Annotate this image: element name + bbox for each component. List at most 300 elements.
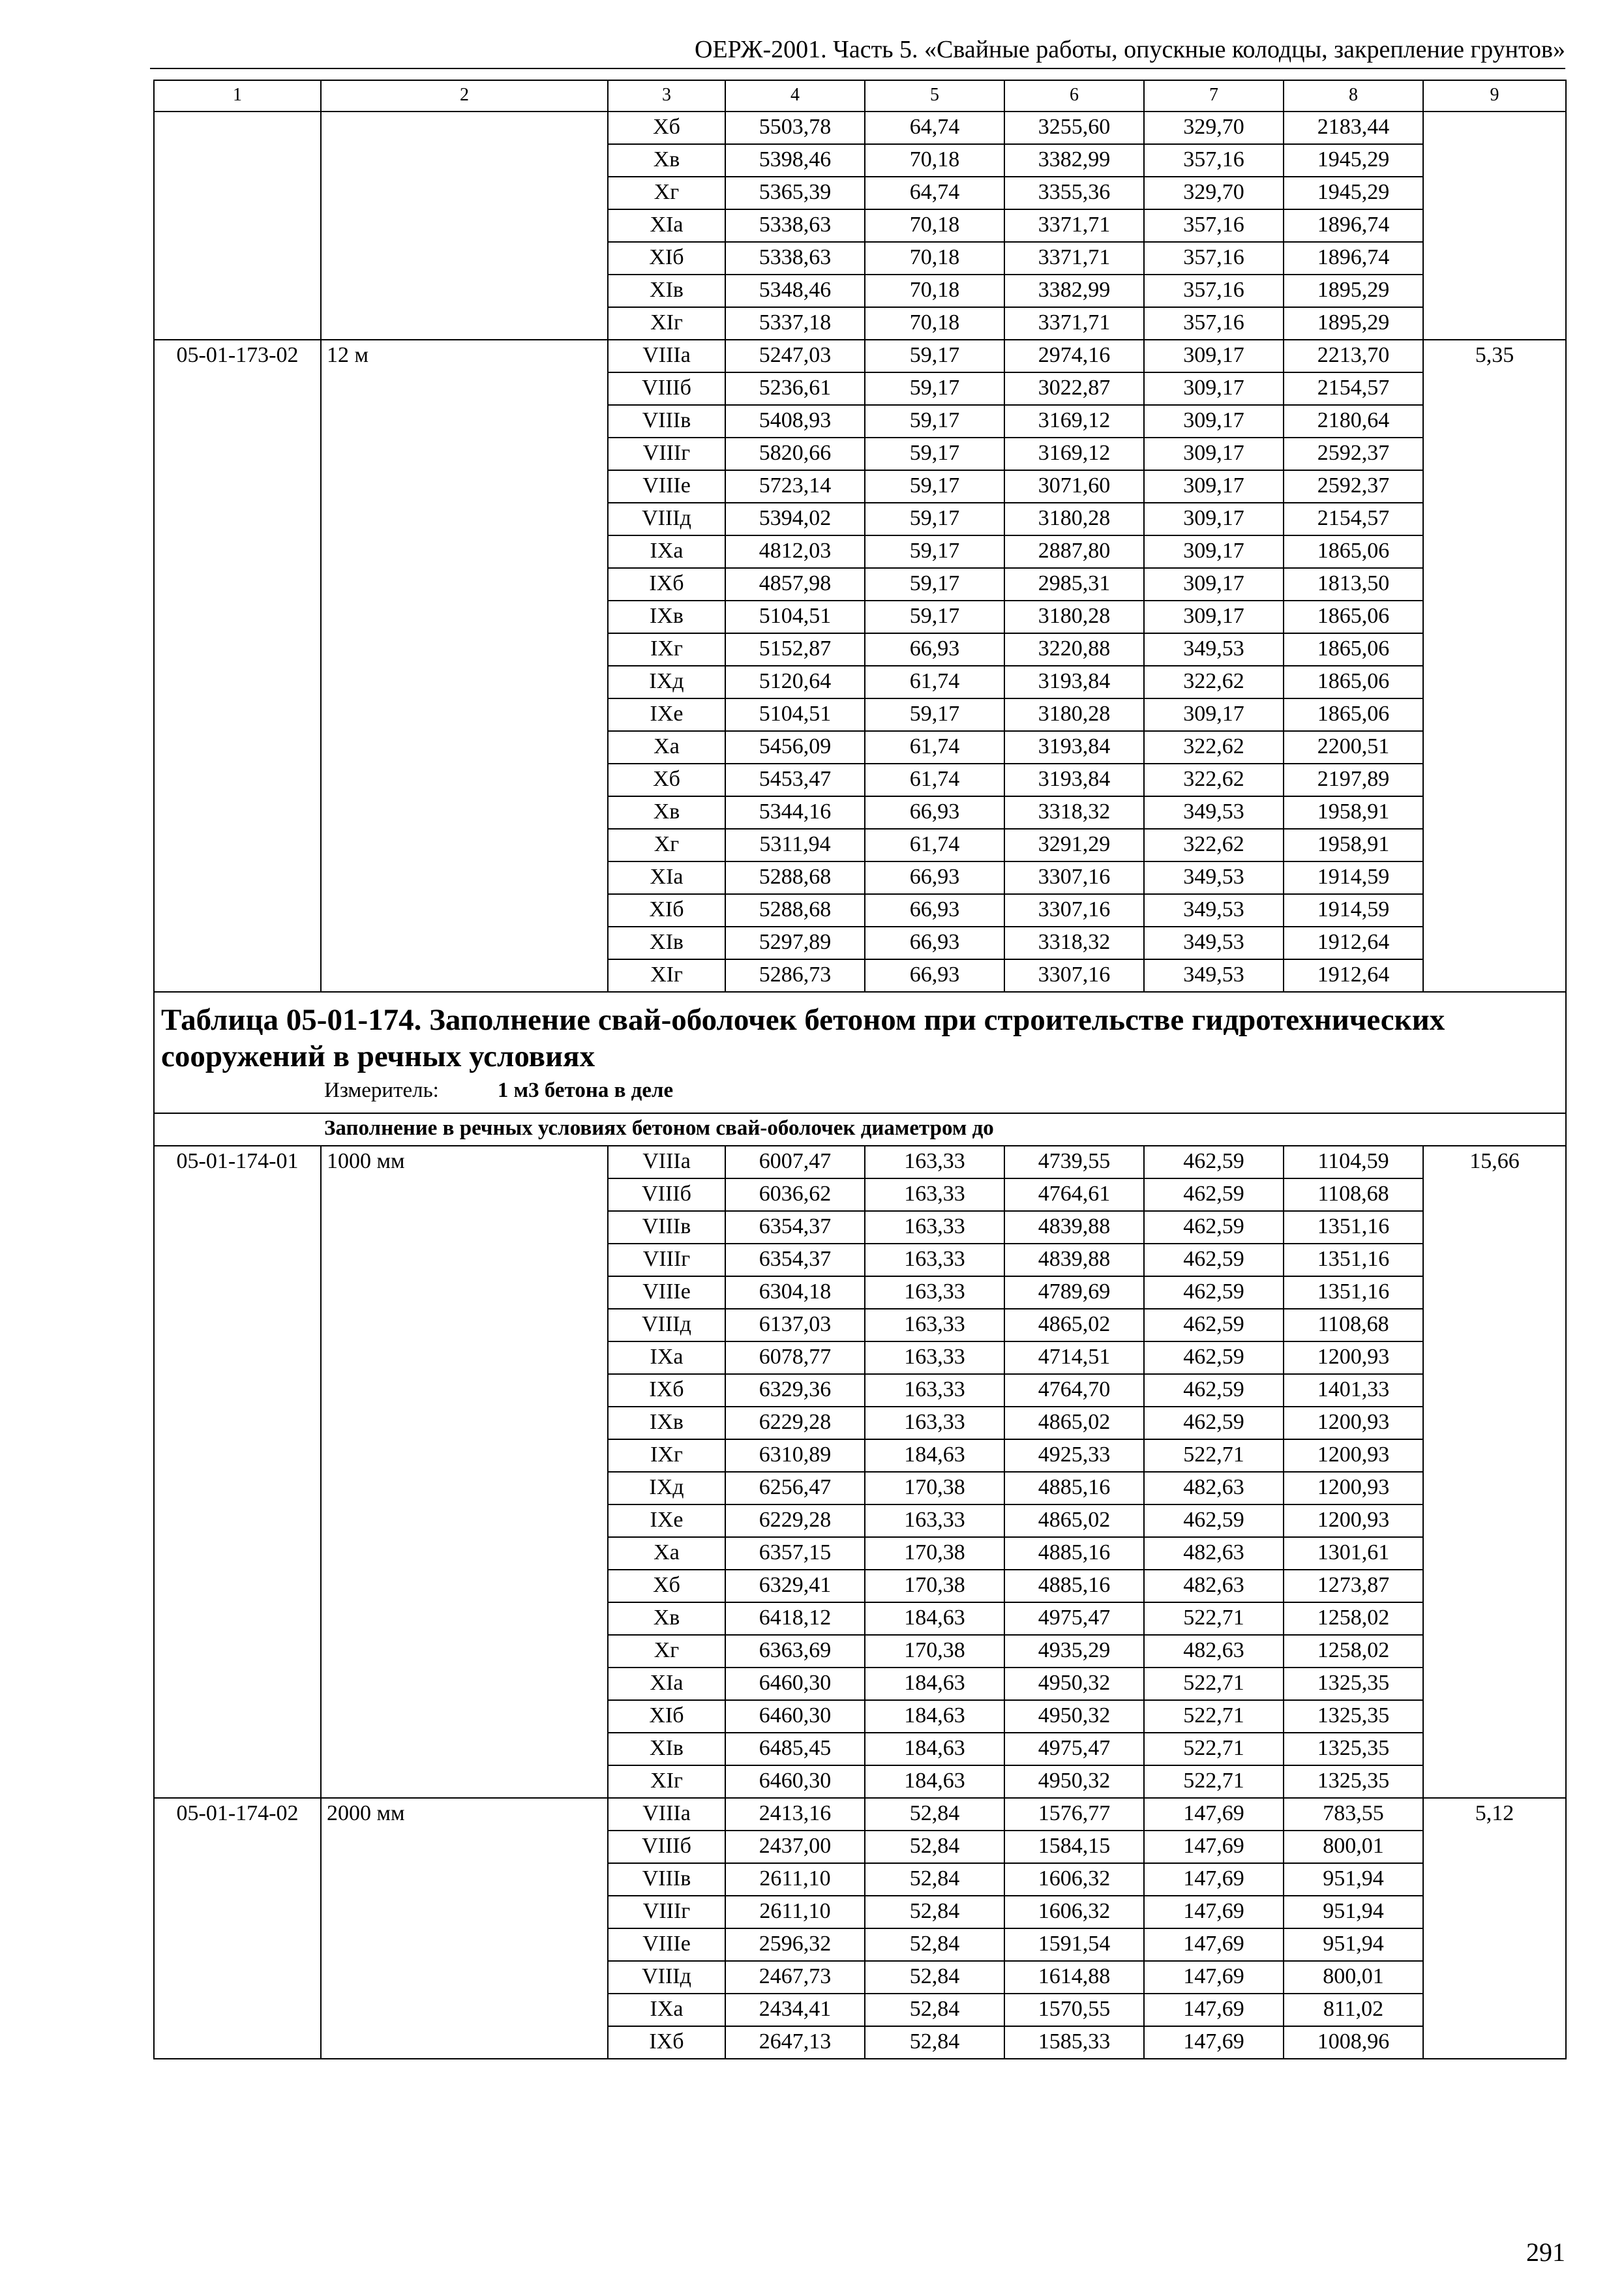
value-cell: 5104,51: [725, 601, 865, 633]
value-cell: 52,84: [865, 1961, 1004, 1994]
value-cell: 309,17: [1144, 470, 1284, 503]
rate-code-cell: 05-01-174-01: [154, 1146, 321, 1798]
zone-cell: IХв: [608, 601, 725, 633]
value-cell: 6229,28: [725, 1407, 865, 1439]
zone-cell: VIIIе: [608, 470, 725, 503]
value-cell: 1614,88: [1004, 1961, 1144, 1994]
column-number-cell: 7: [1144, 80, 1284, 112]
zone-cell: Хб: [608, 764, 725, 796]
price-table: [153, 80, 1567, 2059]
value-cell: 1606,32: [1004, 1896, 1144, 1928]
value-cell: 2887,80: [1004, 535, 1144, 568]
zone-cell: IХб: [608, 568, 725, 601]
value-cell: 3169,12: [1004, 438, 1144, 470]
table-title: Таблица 05-01-174. Заполнение свай-оболочек бетоном при строительстве гидротехнических сооружений в речных условиях: [161, 1003, 1445, 1074]
value-cell: 1258,02: [1284, 1602, 1423, 1635]
value-cell: 61,74: [865, 829, 1004, 861]
value-cell: 5120,64: [725, 666, 865, 698]
value-cell: 59,17: [865, 438, 1004, 470]
value-cell: 3318,32: [1004, 796, 1144, 829]
value-cell: 5456,09: [725, 731, 865, 764]
value-cell: 147,69: [1144, 1994, 1284, 2026]
value-cell: 1325,35: [1284, 1700, 1423, 1733]
value-cell: 5288,68: [725, 894, 865, 927]
value-cell: 66,93: [865, 861, 1004, 894]
value-cell: 2154,57: [1284, 503, 1423, 535]
value-cell: 6357,15: [725, 1537, 865, 1570]
value-cell: 309,17: [1144, 698, 1284, 731]
zone-cell: ХIб: [608, 242, 725, 275]
value-cell: 4950,32: [1004, 1700, 1144, 1733]
value-cell: 1200,93: [1284, 1472, 1423, 1504]
zone-cell: ХIа: [608, 209, 725, 242]
value-cell: 1865,06: [1284, 666, 1423, 698]
value-cell: 147,69: [1144, 1896, 1284, 1928]
value-cell: 3307,16: [1004, 959, 1144, 992]
value-cell: 3307,16: [1004, 861, 1144, 894]
value-cell: 3193,84: [1004, 764, 1144, 796]
zone-cell: VIIIв: [608, 1863, 725, 1896]
zone-cell: VIIIе: [608, 1276, 725, 1309]
value-cell: 6418,12: [725, 1602, 865, 1635]
value-cell: 170,38: [865, 1537, 1004, 1570]
value-cell: 1895,29: [1284, 275, 1423, 307]
zone-cell: VIIIб: [608, 372, 725, 405]
value-cell: 2197,89: [1284, 764, 1423, 796]
zone-cell: VIIIа: [608, 1146, 725, 1178]
value-cell: 309,17: [1144, 340, 1284, 372]
value-cell: 66,93: [865, 633, 1004, 666]
zone-cell: IХд: [608, 666, 725, 698]
value-cell: 3220,88: [1004, 633, 1144, 666]
zone-cell: VIIIа: [608, 1798, 725, 1831]
value-cell: 2647,13: [725, 2026, 865, 2059]
value-cell: 4839,88: [1004, 1211, 1144, 1244]
value-cell: 1945,29: [1284, 177, 1423, 209]
value-cell: 5365,39: [725, 177, 865, 209]
rate-name-cell: 12 м: [321, 340, 608, 992]
value-cell: 2596,32: [725, 1928, 865, 1961]
value-cell: 522,71: [1144, 1602, 1284, 1635]
value-cell: 322,62: [1144, 764, 1284, 796]
value-cell: 163,33: [865, 1211, 1004, 1244]
value-cell: 170,38: [865, 1570, 1004, 1602]
value-cell: 4865,02: [1004, 1407, 1144, 1439]
value-cell: 163,33: [865, 1504, 1004, 1537]
measure-value: 1 м3 бетона в деле: [497, 1078, 674, 1102]
zone-cell: IХг: [608, 633, 725, 666]
value-cell: 482,63: [1144, 1635, 1284, 1668]
value-cell: 1896,74: [1284, 242, 1423, 275]
value-cell: 4812,03: [725, 535, 865, 568]
value-cell: 6137,03: [725, 1309, 865, 1341]
value-cell: 61,74: [865, 666, 1004, 698]
value-cell: 462,59: [1144, 1309, 1284, 1341]
value-cell: 2183,44: [1284, 112, 1423, 144]
value-cell: 1273,87: [1284, 1570, 1423, 1602]
value-cell: 2592,37: [1284, 438, 1423, 470]
value-cell: 4925,33: [1004, 1439, 1144, 1472]
rate-name-cell: [321, 112, 608, 340]
value-cell: 1258,02: [1284, 1635, 1423, 1668]
value-cell: 2154,57: [1284, 372, 1423, 405]
value-cell: 184,63: [865, 1439, 1004, 1472]
column-number-cell: 2: [321, 80, 608, 112]
value-cell: 2985,31: [1004, 568, 1144, 601]
value-cell: 184,63: [865, 1700, 1004, 1733]
value-cell: 349,53: [1144, 796, 1284, 829]
value-cell: 170,38: [865, 1472, 1004, 1504]
value-cell: 163,33: [865, 1407, 1004, 1439]
value-cell: 2467,73: [725, 1961, 865, 1994]
value-cell: 4764,70: [1004, 1374, 1144, 1407]
value-cell: 462,59: [1144, 1146, 1284, 1178]
value-cell: 6354,37: [725, 1211, 865, 1244]
value-cell: 309,17: [1144, 405, 1284, 438]
value-cell: 3180,28: [1004, 503, 1144, 535]
value-cell: 2437,00: [725, 1831, 865, 1863]
zone-cell: Хв: [608, 144, 725, 177]
labor-cell: 5,12: [1423, 1798, 1566, 2059]
value-cell: 1301,61: [1284, 1537, 1423, 1570]
zone-cell: VIIIг: [608, 1244, 725, 1276]
value-cell: 462,59: [1144, 1374, 1284, 1407]
value-cell: 1108,68: [1284, 1309, 1423, 1341]
value-cell: 3318,32: [1004, 927, 1144, 959]
value-cell: 59,17: [865, 340, 1004, 372]
zone-cell: VIIIб: [608, 1831, 725, 1863]
zone-cell: Ха: [608, 1537, 725, 1570]
value-cell: 5348,46: [725, 275, 865, 307]
value-cell: 1351,16: [1284, 1244, 1423, 1276]
zone-cell: IХа: [608, 535, 725, 568]
column-number-cell: 9: [1423, 80, 1566, 112]
value-cell: 2213,70: [1284, 340, 1423, 372]
value-cell: 1591,54: [1004, 1928, 1144, 1961]
value-cell: 66,93: [865, 796, 1004, 829]
value-cell: 70,18: [865, 307, 1004, 340]
value-cell: 2592,37: [1284, 470, 1423, 503]
value-cell: 1104,59: [1284, 1146, 1423, 1178]
value-cell: 4975,47: [1004, 1602, 1144, 1635]
value-cell: 309,17: [1144, 601, 1284, 633]
value-cell: 163,33: [865, 1374, 1004, 1407]
table-row: [154, 1798, 1566, 1831]
value-cell: 184,63: [865, 1733, 1004, 1765]
value-cell: 66,93: [865, 927, 1004, 959]
value-cell: 1200,93: [1284, 1407, 1423, 1439]
value-cell: 61,74: [865, 764, 1004, 796]
value-cell: 70,18: [865, 242, 1004, 275]
value-cell: 52,84: [865, 1896, 1004, 1928]
value-cell: 1865,06: [1284, 535, 1423, 568]
value-cell: 3193,84: [1004, 666, 1144, 698]
value-cell: 6036,62: [725, 1178, 865, 1211]
value-cell: 59,17: [865, 503, 1004, 535]
zone-cell: IХв: [608, 1407, 725, 1439]
value-cell: 59,17: [865, 601, 1004, 633]
value-cell: 309,17: [1144, 535, 1284, 568]
value-cell: 6485,45: [725, 1733, 865, 1765]
value-cell: 61,74: [865, 731, 1004, 764]
zone-cell: VIIIе: [608, 1928, 725, 1961]
value-cell: 147,69: [1144, 1798, 1284, 1831]
zone-cell: Хб: [608, 1570, 725, 1602]
value-cell: 329,70: [1144, 177, 1284, 209]
value-cell: 1865,06: [1284, 601, 1423, 633]
value-cell: 6329,36: [725, 1374, 865, 1407]
value-cell: 1585,33: [1004, 2026, 1144, 2059]
labor-cell: 15,66: [1423, 1146, 1566, 1798]
value-cell: 482,63: [1144, 1472, 1284, 1504]
rate-name-cell: 1000 мм: [321, 1146, 608, 1798]
value-cell: 184,63: [865, 1602, 1004, 1635]
value-cell: 309,17: [1144, 438, 1284, 470]
value-cell: 951,94: [1284, 1863, 1423, 1896]
zone-cell: ХIв: [608, 1733, 725, 1765]
value-cell: 4714,51: [1004, 1341, 1144, 1374]
value-cell: 1912,64: [1284, 927, 1423, 959]
zone-cell: ХIв: [608, 927, 725, 959]
value-cell: 59,17: [865, 568, 1004, 601]
value-cell: 52,84: [865, 1863, 1004, 1896]
value-cell: 1914,59: [1284, 861, 1423, 894]
zone-cell: ХIг: [608, 1765, 725, 1798]
value-cell: 5104,51: [725, 698, 865, 731]
value-cell: 5288,68: [725, 861, 865, 894]
value-cell: 147,69: [1144, 1961, 1284, 1994]
value-cell: 522,71: [1144, 1733, 1284, 1765]
zone-cell: IХб: [608, 2026, 725, 2059]
value-cell: 1945,29: [1284, 144, 1423, 177]
zone-cell: Ха: [608, 731, 725, 764]
value-cell: 5338,63: [725, 242, 865, 275]
zone-cell: VIIIд: [608, 1309, 725, 1341]
value-cell: 5408,93: [725, 405, 865, 438]
value-cell: 6229,28: [725, 1504, 865, 1537]
value-cell: 522,71: [1144, 1765, 1284, 1798]
zone-cell: ХIб: [608, 894, 725, 927]
value-cell: 4885,16: [1004, 1570, 1144, 1602]
value-cell: 5286,73: [725, 959, 865, 992]
value-cell: 1606,32: [1004, 1863, 1144, 1896]
value-cell: 4739,55: [1004, 1146, 1144, 1178]
table-row: [154, 112, 1566, 144]
value-cell: 6304,18: [725, 1276, 865, 1309]
value-cell: 3193,84: [1004, 731, 1144, 764]
zone-cell: IХа: [608, 1341, 725, 1374]
value-cell: 147,69: [1144, 1928, 1284, 1961]
value-cell: 66,93: [865, 894, 1004, 927]
page-number: 291: [1526, 2237, 1565, 2267]
value-cell: 6363,69: [725, 1635, 865, 1668]
value-cell: 800,01: [1284, 1831, 1423, 1863]
value-cell: 462,59: [1144, 1341, 1284, 1374]
value-cell: 522,71: [1144, 1700, 1284, 1733]
value-cell: 4839,88: [1004, 1244, 1144, 1276]
value-cell: 462,59: [1144, 1276, 1284, 1309]
value-cell: 3371,71: [1004, 242, 1144, 275]
measure-label: Измеритель:: [324, 1078, 439, 1102]
value-cell: 1200,93: [1284, 1341, 1423, 1374]
value-cell: 1351,16: [1284, 1211, 1423, 1244]
value-cell: 52,84: [865, 1798, 1004, 1831]
value-cell: 5338,63: [725, 209, 865, 242]
value-cell: 5236,61: [725, 372, 865, 405]
zone-cell: Хв: [608, 796, 725, 829]
value-cell: 1912,64: [1284, 959, 1423, 992]
page-header-text: ОЕРЖ-2001. Часть 5. «Свайные работы, опускные колодцы, закрепление грунтов»: [695, 36, 1565, 63]
value-cell: 1325,35: [1284, 1733, 1423, 1765]
value-cell: 1325,35: [1284, 1765, 1423, 1798]
labor-cell: 5,35: [1423, 340, 1566, 992]
value-cell: 59,17: [865, 470, 1004, 503]
value-cell: 349,53: [1144, 959, 1284, 992]
value-cell: 783,55: [1284, 1798, 1423, 1831]
value-cell: 951,94: [1284, 1896, 1423, 1928]
zone-cell: Хг: [608, 829, 725, 861]
column-number-cell: 4: [725, 80, 865, 112]
column-number-cell: 5: [865, 80, 1004, 112]
value-cell: 6007,47: [725, 1146, 865, 1178]
zone-cell: ХIг: [608, 307, 725, 340]
value-cell: 4865,02: [1004, 1309, 1144, 1341]
value-cell: 3071,60: [1004, 470, 1144, 503]
value-cell: 4857,98: [725, 568, 865, 601]
value-cell: 3022,87: [1004, 372, 1144, 405]
subtitle-cell: Заполнение в речных условиях бетоном свай-оболочек диаметром до: [154, 1113, 1566, 1146]
value-cell: 4975,47: [1004, 1733, 1144, 1765]
value-cell: 6354,37: [725, 1244, 865, 1276]
value-cell: 163,33: [865, 1146, 1004, 1178]
value-cell: 462,59: [1144, 1178, 1284, 1211]
value-cell: 4789,69: [1004, 1276, 1144, 1309]
value-cell: 6310,89: [725, 1439, 865, 1472]
zone-cell: IХг: [608, 1439, 725, 1472]
value-cell: 52,84: [865, 2026, 1004, 2059]
value-cell: 4865,02: [1004, 1504, 1144, 1537]
value-cell: 2413,16: [725, 1798, 865, 1831]
zone-cell: ХIа: [608, 1668, 725, 1700]
value-cell: 5344,16: [725, 796, 865, 829]
value-cell: 1584,15: [1004, 1831, 1144, 1863]
value-cell: 163,33: [865, 1244, 1004, 1276]
value-cell: 322,62: [1144, 731, 1284, 764]
value-cell: 462,59: [1144, 1407, 1284, 1439]
column-number-cell: 8: [1284, 80, 1423, 112]
value-cell: 329,70: [1144, 112, 1284, 144]
value-cell: 322,62: [1144, 829, 1284, 861]
value-cell: 2434,41: [725, 1994, 865, 2026]
value-cell: 6329,41: [725, 1570, 865, 1602]
value-cell: 1200,93: [1284, 1439, 1423, 1472]
value-cell: 147,69: [1144, 1863, 1284, 1896]
zone-cell: Хг: [608, 1635, 725, 1668]
value-cell: 309,17: [1144, 503, 1284, 535]
zone-cell: VIIIб: [608, 1178, 725, 1211]
zone-cell: ХIб: [608, 1700, 725, 1733]
value-cell: 349,53: [1144, 633, 1284, 666]
value-cell: 462,59: [1144, 1504, 1284, 1537]
value-cell: 3371,71: [1004, 307, 1144, 340]
value-cell: 2200,51: [1284, 731, 1423, 764]
value-cell: 349,53: [1144, 894, 1284, 927]
column-number-cell: 3: [608, 80, 725, 112]
value-cell: 1008,96: [1284, 2026, 1423, 2059]
value-cell: 4935,29: [1004, 1635, 1144, 1668]
value-cell: 1914,59: [1284, 894, 1423, 927]
value-cell: 1351,16: [1284, 1276, 1423, 1309]
value-cell: 5723,14: [725, 470, 865, 503]
value-cell: 5311,94: [725, 829, 865, 861]
value-cell: 59,17: [865, 372, 1004, 405]
value-cell: 1958,91: [1284, 829, 1423, 861]
value-cell: 1576,77: [1004, 1798, 1144, 1831]
value-cell: 3180,28: [1004, 698, 1144, 731]
table-row: [154, 340, 1566, 372]
value-cell: 5820,66: [725, 438, 865, 470]
value-cell: 184,63: [865, 1668, 1004, 1700]
table-title-row: [154, 992, 1566, 1113]
value-cell: 1200,93: [1284, 1504, 1423, 1537]
value-cell: 1325,35: [1284, 1668, 1423, 1700]
value-cell: 6460,30: [725, 1765, 865, 1798]
value-cell: 3255,60: [1004, 112, 1144, 144]
value-cell: 170,38: [865, 1635, 1004, 1668]
value-cell: 1813,50: [1284, 568, 1423, 601]
value-cell: 482,63: [1144, 1570, 1284, 1602]
value-cell: 2611,10: [725, 1863, 865, 1896]
value-cell: 1895,29: [1284, 307, 1423, 340]
zone-cell: VIIIа: [608, 340, 725, 372]
value-cell: 184,63: [865, 1765, 1004, 1798]
value-cell: 1896,74: [1284, 209, 1423, 242]
value-cell: 5453,47: [725, 764, 865, 796]
rate-code-cell: 05-01-174-02: [154, 1798, 321, 2059]
value-cell: 3180,28: [1004, 601, 1144, 633]
value-cell: 1401,33: [1284, 1374, 1423, 1407]
zone-cell: ХIв: [608, 275, 725, 307]
value-cell: 6460,30: [725, 1700, 865, 1733]
value-cell: 309,17: [1144, 568, 1284, 601]
zone-cell: IХе: [608, 1504, 725, 1537]
column-number-cell: 6: [1004, 80, 1144, 112]
value-cell: 522,71: [1144, 1668, 1284, 1700]
zone-cell: ХIа: [608, 861, 725, 894]
value-cell: 2974,16: [1004, 340, 1144, 372]
value-cell: 5394,02: [725, 503, 865, 535]
value-cell: 163,33: [865, 1276, 1004, 1309]
value-cell: 357,16: [1144, 275, 1284, 307]
value-cell: 5503,78: [725, 112, 865, 144]
value-cell: 4950,32: [1004, 1765, 1144, 1798]
value-cell: 70,18: [865, 209, 1004, 242]
value-cell: 70,18: [865, 275, 1004, 307]
value-cell: 1108,68: [1284, 1178, 1423, 1211]
zone-cell: IХд: [608, 1472, 725, 1504]
value-cell: 4764,61: [1004, 1178, 1144, 1211]
page-header: [150, 38, 1565, 69]
rate-code-cell: 05-01-173-02: [154, 340, 321, 992]
value-cell: 322,62: [1144, 666, 1284, 698]
value-cell: 5297,89: [725, 927, 865, 959]
value-cell: 4950,32: [1004, 1668, 1144, 1700]
value-cell: 163,33: [865, 1341, 1004, 1374]
value-cell: 2180,64: [1284, 405, 1423, 438]
value-cell: 800,01: [1284, 1961, 1423, 1994]
rate-name-cell: 2000 мм: [321, 1798, 608, 2059]
value-cell: 59,17: [865, 405, 1004, 438]
